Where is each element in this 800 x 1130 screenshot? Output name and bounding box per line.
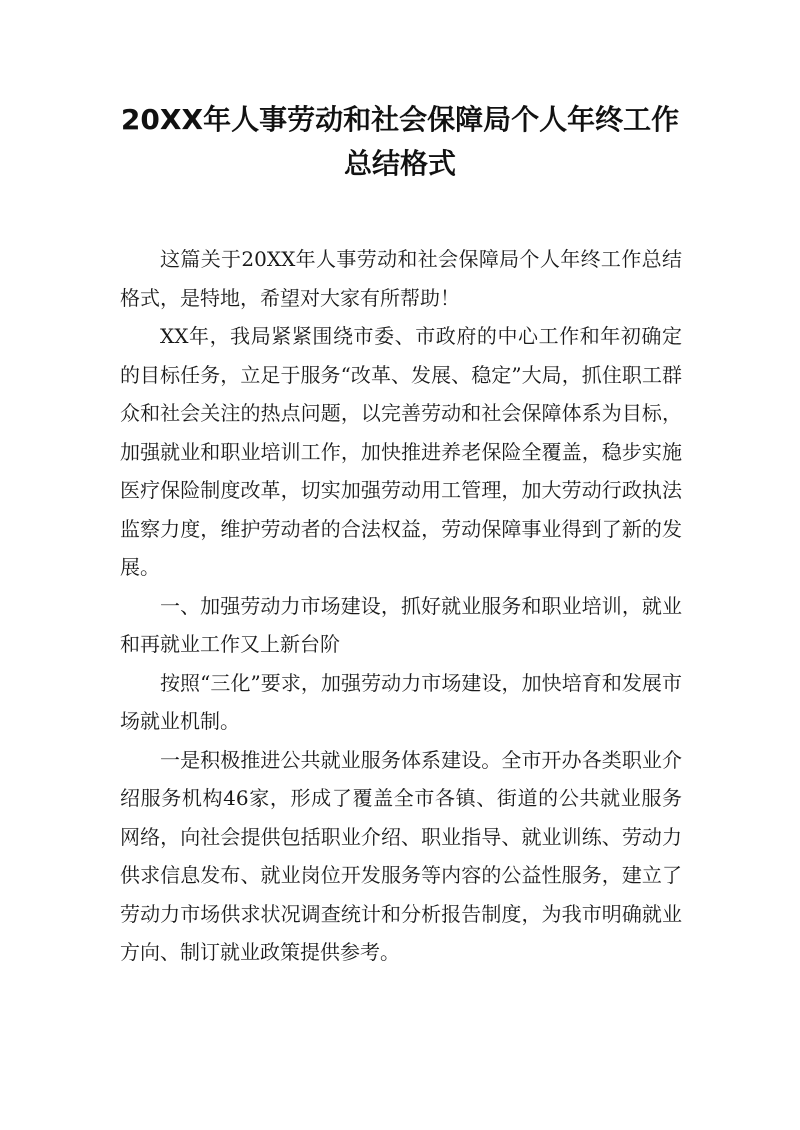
paragraph-market: 按照“三化”要求，加强劳动力市场建设，加快培育和发展市场就业机制。 [120,670,682,733]
paragraph-service-system: 一是积极推进公共就业服务体系建设。全市开办各类职业介绍服务机构46家，形成了覆盖全市各镇、街道的公共就业服务网络，向社会提供包括职业介绍、职业指导、就业训练、劳动力供求信息发布、就业岗位开发服务等内容的公益性服务，建立了劳动力市场供求状况调查统计和分析报告制度，为我市明确就业方向、制订就业政策提供参考。 [120,747,682,964]
document-title: 20XX年人事劳动和社会保障局个人年终工作总结格式 [120,103,680,180]
document-body [120,240,682,972]
paragraph-intro: 这篇关于20XX年人事劳动和社会保障局个人年终工作总结格式，是特地，希望对大家有所帮助！ [120,247,682,310]
section-heading-1: 一、加强劳动力市场建设，抓好就业服务和职业培训，就业和再就业工作又上新台阶 [120,593,682,656]
paragraph-overview: XX年，我局紧紧围绕市委、市政府的中心工作和年初确定的目标任务，立足于服务“改革、发展、稳定”大局，抓住职工群众和社会关注的热点问题，以完善劳动和社会保障体系为目标，加强就业和职业培训工作，加快推进养老保险全覆盖，稳步实施医疗保险制度改革，切实加强劳动用工管理，加大劳动行政执法监察力度，维护劳动者的合法权益，劳动保障事业得到了新的发展。 [120,324,682,579]
